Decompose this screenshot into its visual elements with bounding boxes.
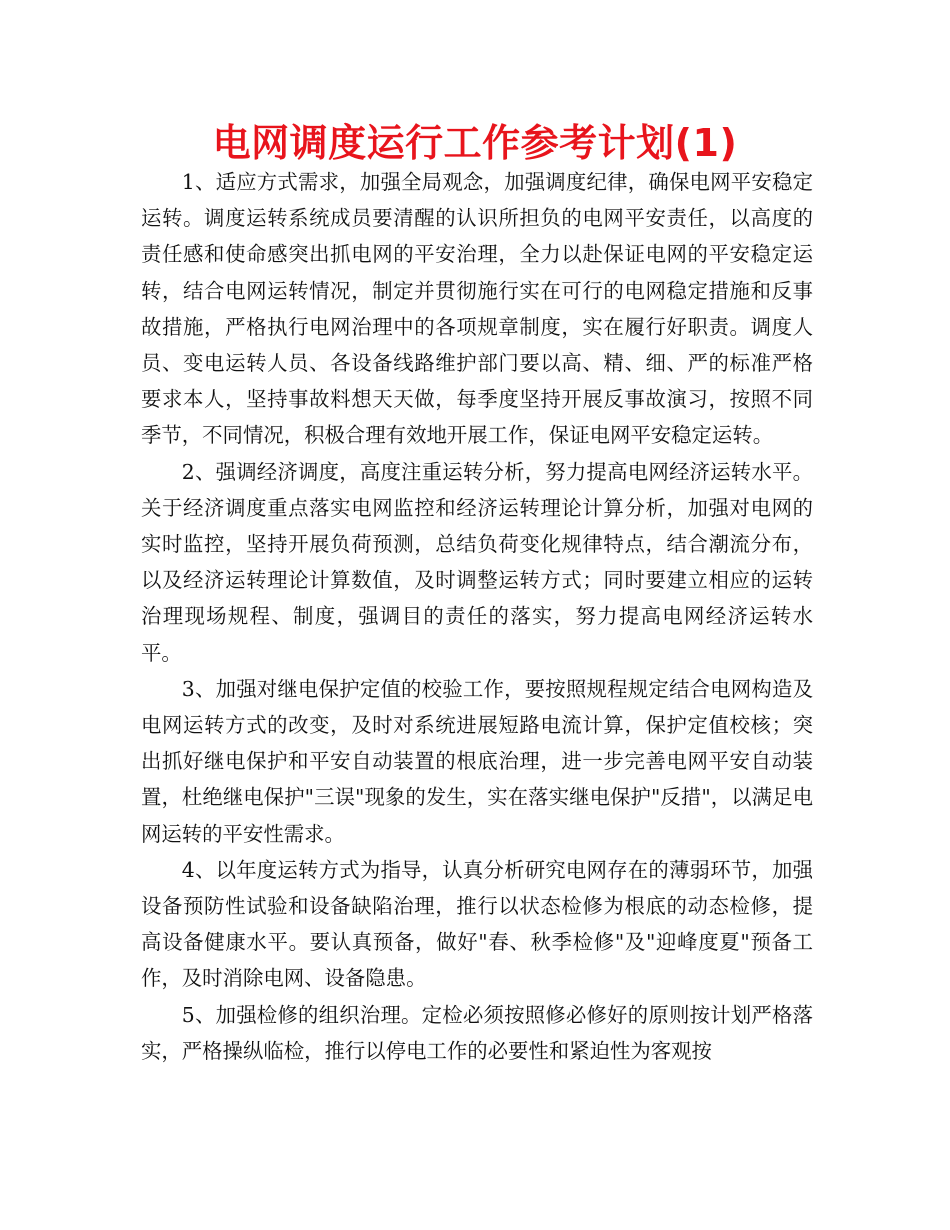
paragraph-1: 1、适应方式需求，加强全局观念，加强调度纪律，确保电网平安稳定运转。调度运转系统成员要清醒的认识所担负的电网平安责任，以高度的责任感和使命感突出抓电网的平安治理，全力以赴保证电网的平安稳定运转，结合电网运转情况，制定并贯彻施行实在可行的电网稳定措施和反事故措施，严格执行电网治理中的各项规章制度，实在履行好职责。调度人员、变电运转人员、各设备线路维护部门要以高、精、细、严的标准严格要求本人，坚持事故料想天天做，每季度坚持开展反事故演习，按照不同季节，不同情况，积极合理有效地开展工作，保证电网平安稳定运转。 (141, 170, 813, 448)
paragraph-3: 3、加强对继电保护定值的校验工作，要按照规程规定结合电网构造及电网运转方式的改变，及时对系统进展短路电流计算，保护定值校核；突出抓好继电保护和平安自动装置的根底治理，进一步完善电网平安自动装置，杜绝继电保护"三误"现象的发生，实在落实继电保护"反措"，以满足电网运转的平安性需求。 (141, 676, 813, 846)
document-title: 电网调度运行工作参考计划(1) (212, 121, 738, 165)
paragraph-5: 5、加强检修的组织治理。定检必须按照修必修好的原则按计划严格落实，严格操纵临检，推行以停电工作的必要性和紧迫性为客观按 (141, 1002, 813, 1063)
paragraph-2: 2、强调经济调度，高度注重运转分析，努力提高电网经济运转水平。关于经济调度重点落实电网监控和经济运转理论计算分析，加强对电网的实时监控，坚持开展负荷预测，总结负荷变化规律特点，结合潮流分布，以及经济运转理论计算数值，及时调整运转方式；同时要建立相应的运转治理现场规程、制度，强调目的责任的落实，努力提高电网经济运转水平。 (141, 459, 813, 665)
document-body (141, 164, 813, 1069)
paragraph-4: 4、以年度运转方式为指导，认真分析研究电网存在的薄弱环节，加强设备预防性试验和设备缺陷治理，推行以状态检修为根底的动态检修，提高设备健康水平。要认真预备，做好"春、秋季检修"及"迎峰度夏"预备工作，及时消除电网、设备隐患。 (141, 857, 813, 991)
